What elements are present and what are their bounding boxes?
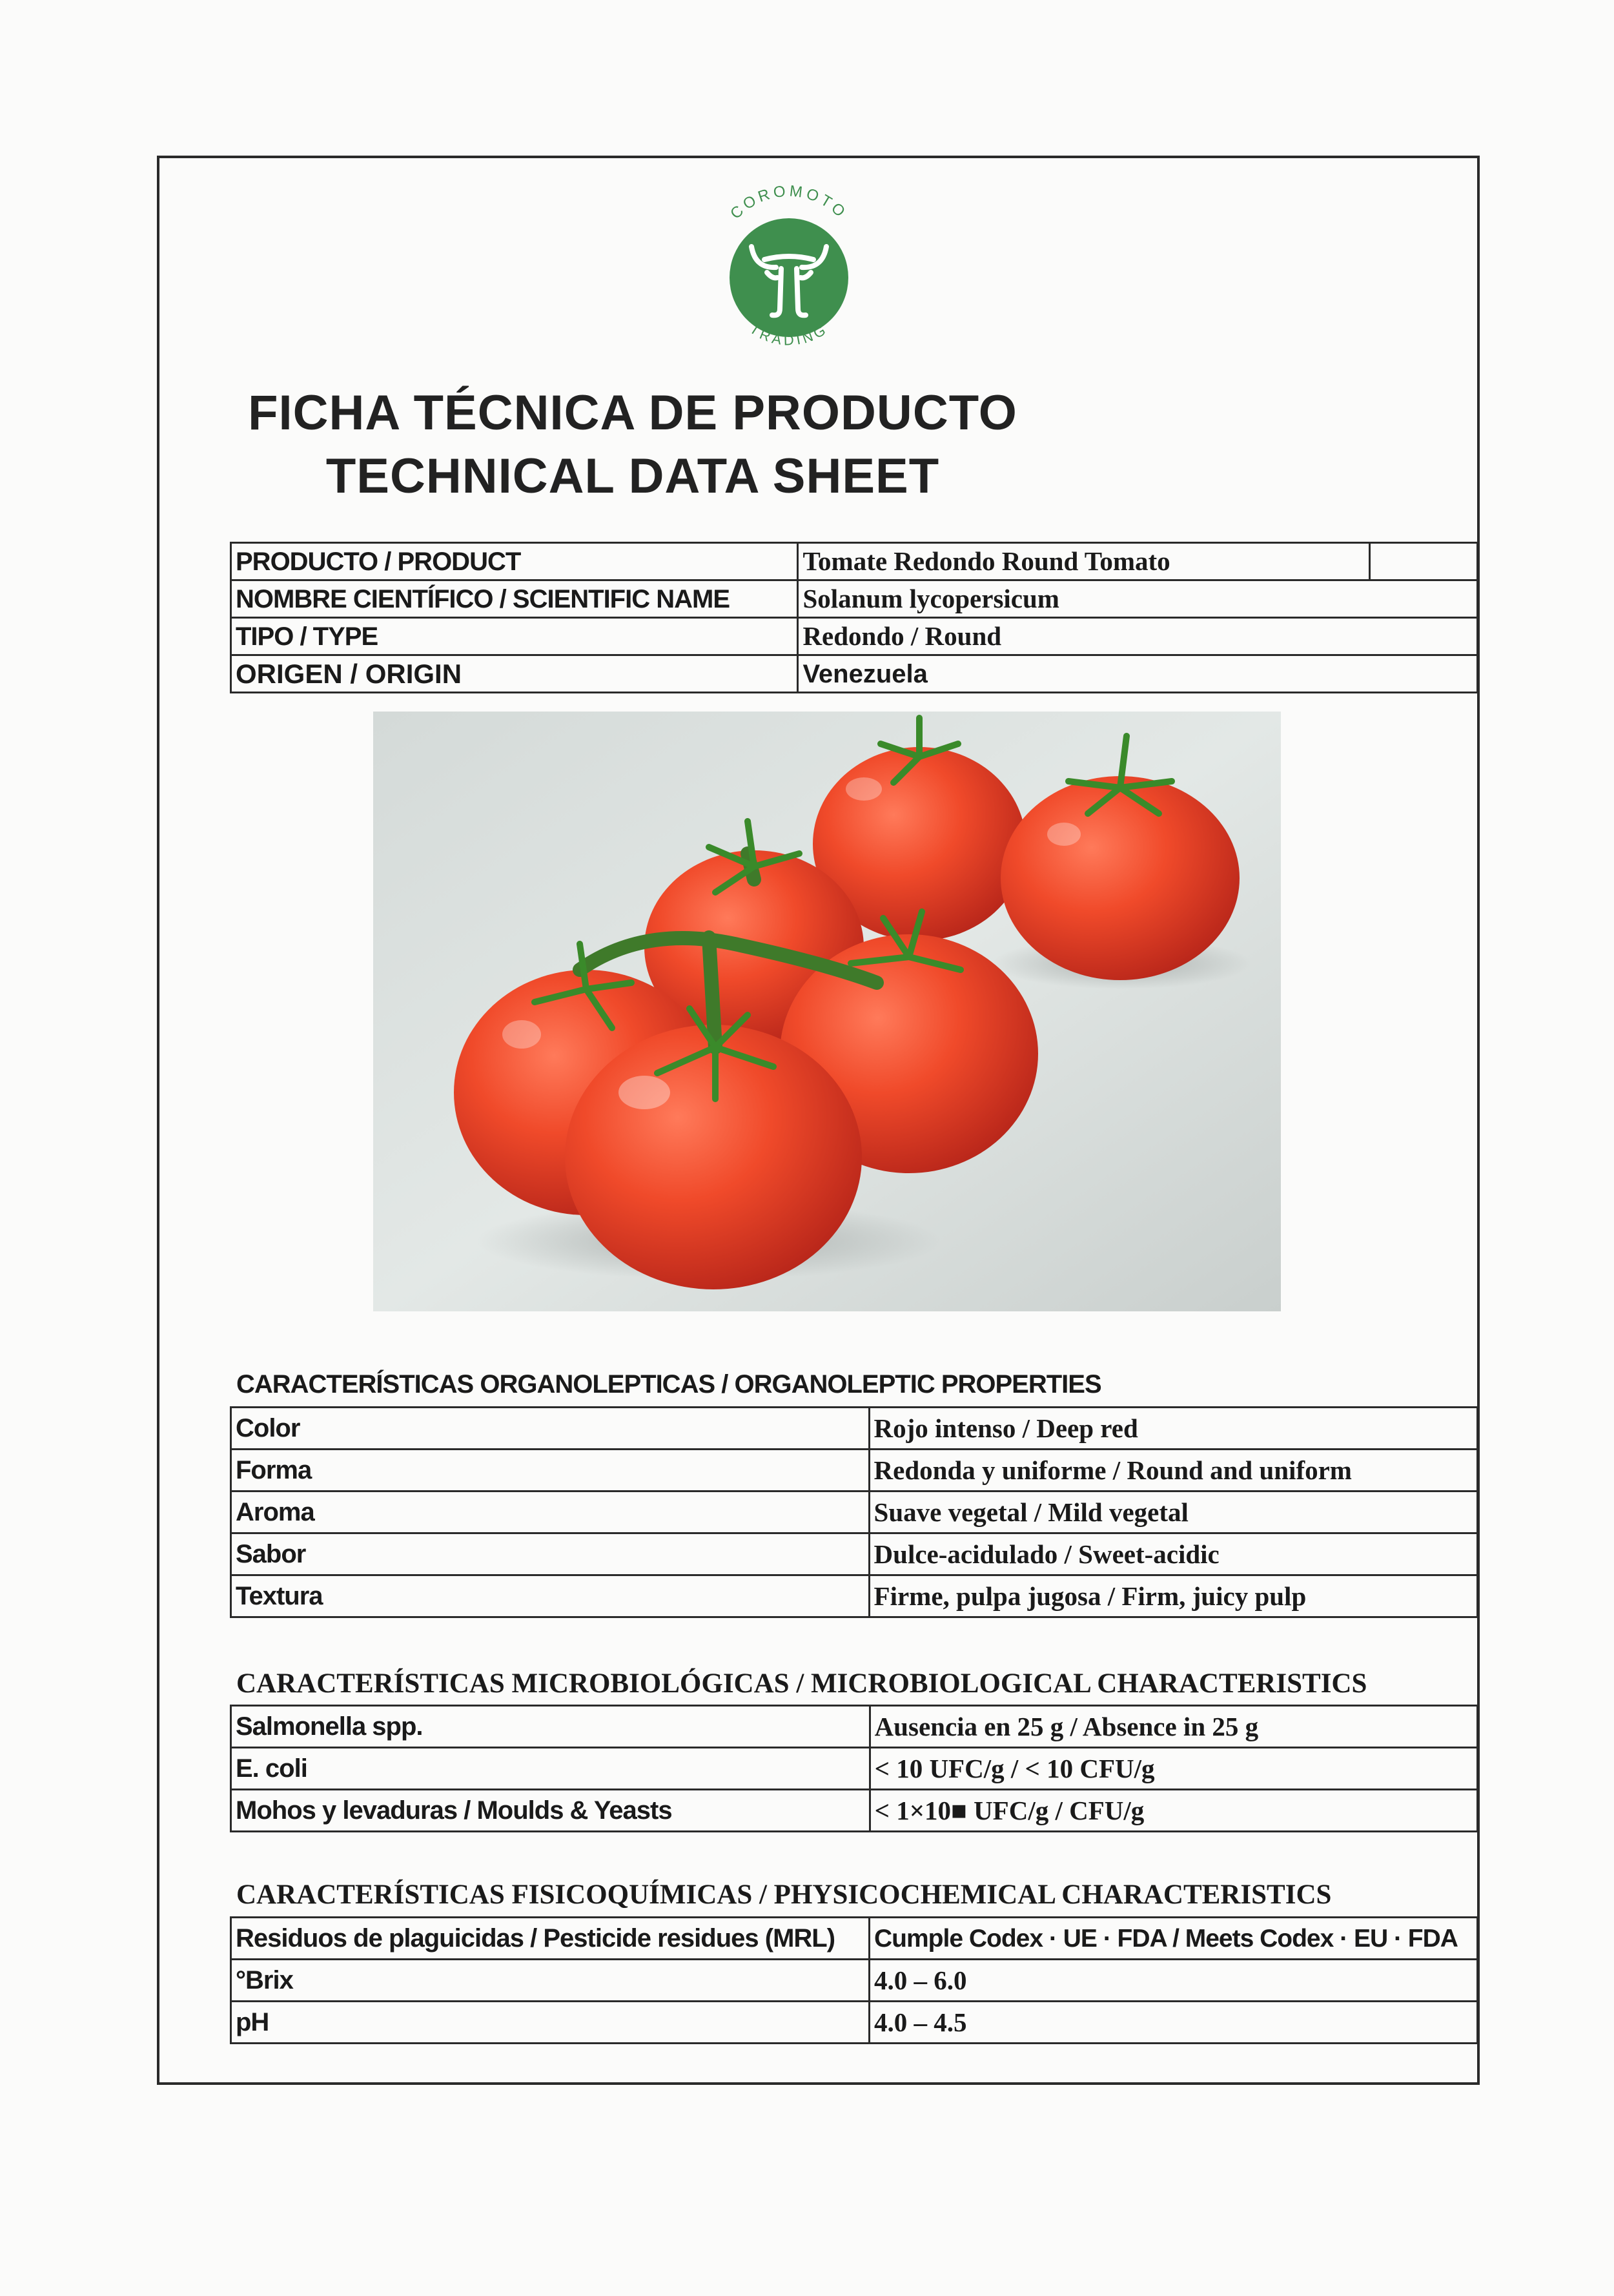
scientific-name-label: NOMBRE CIENTÍFICO / SCIENTIFIC NAME xyxy=(231,580,798,618)
table-row xyxy=(231,1575,1478,1617)
product-value: Tomate Redondo Round Tomato xyxy=(798,543,1369,580)
table-row xyxy=(231,1533,1478,1575)
flavor-label: Sabor xyxy=(231,1533,870,1575)
coromoto-trading-logo xyxy=(705,182,873,369)
table-row xyxy=(231,2002,1478,2044)
aroma-label: Aroma xyxy=(231,1491,870,1533)
type-value: Redondo / Round xyxy=(798,618,1478,655)
moulds-label: Mohos y levaduras / Moulds & Yeasts xyxy=(231,1790,870,1832)
shape-label: Forma xyxy=(231,1450,870,1491)
ph-value: 4.0 – 4.5 xyxy=(870,2002,1478,2044)
table-row xyxy=(231,580,1478,618)
title-spanish: FICHA TÉCNICA DE PRODUCTO xyxy=(248,385,1017,440)
table-row xyxy=(231,655,1478,693)
texture-value: Firme, pulpa jugosa / Firm, juicy pulp xyxy=(869,1575,1477,1617)
title-english: TECHNICAL DATA SHEET xyxy=(325,449,940,504)
organoleptic-table xyxy=(230,1406,1478,1618)
product-info-table xyxy=(230,542,1478,693)
color-label: Color xyxy=(231,1408,870,1450)
organoleptic-heading: CARACTERÍSTICAS ORGANOLEPTICAS / ORGANOLEPTIC PROPERTIES xyxy=(236,1370,1101,1399)
table-row xyxy=(231,1790,1478,1832)
microbiological-table xyxy=(230,1705,1478,1832)
origin-value: Venezuela xyxy=(798,655,1478,693)
type-label: TIPO / TYPE xyxy=(231,618,798,655)
table-row xyxy=(231,618,1478,655)
logo-bottom-text: TRADING xyxy=(746,320,832,349)
pesticide-label: Residuos de plaguicidas / Pesticide residues (MRL) xyxy=(231,1918,870,1960)
aroma-value: Suave vegetal / Mild vegetal xyxy=(869,1491,1477,1533)
shape-value: Redonda y uniforme / Round and uniform xyxy=(869,1450,1477,1491)
microbiological-heading: CARACTERÍSTICAS MICROBIOLÓGICAS / MICROBIOLOGICAL CHARACTERISTICS xyxy=(236,1668,1367,1699)
brix-value: 4.0 – 6.0 xyxy=(870,1960,1478,2002)
physicochemical-table xyxy=(230,1916,1478,2044)
tomato-product-photo xyxy=(373,712,1281,1311)
texture-label: Textura xyxy=(231,1575,870,1617)
table-row xyxy=(231,1706,1478,1748)
table-row xyxy=(231,1748,1478,1790)
brix-label: °Brix xyxy=(231,1960,870,2002)
scientific-name-value: Solanum lycopersicum xyxy=(798,580,1478,618)
salmonella-label: Salmonella spp. xyxy=(231,1706,870,1748)
pesticide-value: Cumple Codex · UE · FDA / Meets Codex · EU · FDA xyxy=(870,1918,1478,1960)
empty-cell xyxy=(1369,543,1477,580)
ecoli-value: < 10 UFC/g / < 10 CFU/g xyxy=(870,1748,1477,1790)
color-value: Rojo intenso / Deep red xyxy=(869,1408,1477,1450)
moulds-value: < 1×10■ UFC/g / CFU/g xyxy=(870,1790,1477,1832)
product-label: PRODUCTO / PRODUCT xyxy=(231,543,798,580)
logo-top-text: COROMOTO xyxy=(727,182,851,223)
table-row xyxy=(231,1918,1478,1960)
table-row xyxy=(231,1491,1478,1533)
ecoli-label: E. coli xyxy=(231,1748,870,1790)
table-row xyxy=(231,543,1478,580)
table-row xyxy=(231,1408,1478,1450)
svg-text:COROMOTO xyxy=(727,182,851,222)
flavor-value: Dulce-acidulado / Sweet-acidic xyxy=(869,1533,1477,1575)
physicochemical-heading: CARACTERÍSTICAS FISICOQUÍMICAS / PHYSICOCHEMICAL CHARACTERISTICS xyxy=(236,1880,1332,1910)
salmonella-value: Ausencia en 25 g / Absence in 25 g xyxy=(870,1706,1477,1748)
table-row xyxy=(231,1960,1478,2002)
origin-label: ORIGEN / ORIGIN xyxy=(231,655,798,693)
ph-label: pH xyxy=(231,2002,870,2044)
table-row xyxy=(231,1450,1478,1491)
